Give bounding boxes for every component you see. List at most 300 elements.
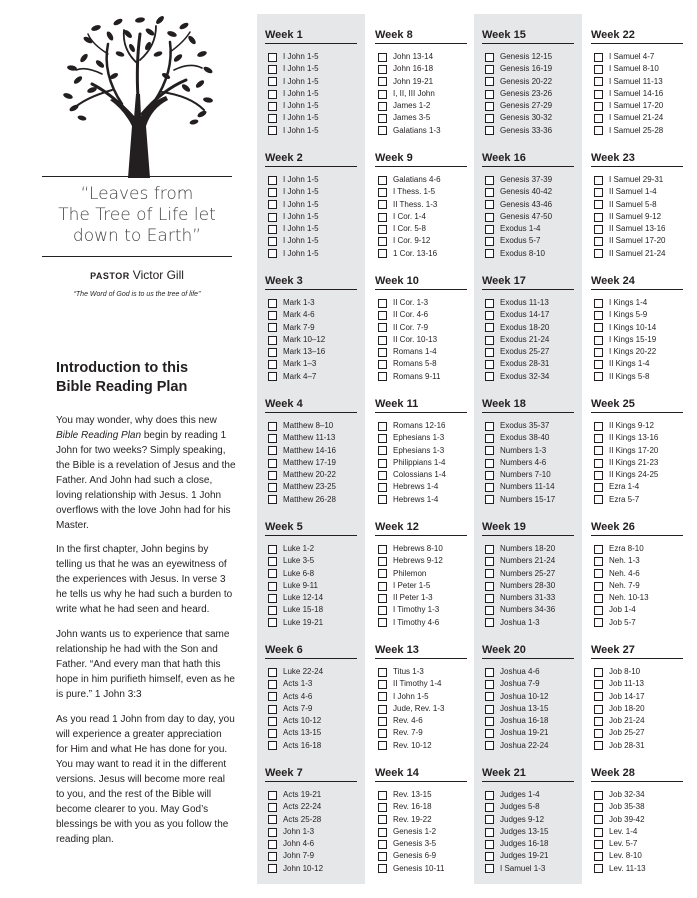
reading-label: Rev. 13-15	[393, 790, 432, 799]
reading-label: Hebrews 1-4	[393, 494, 439, 504]
reading-label: II Kings 24-25	[609, 470, 659, 480]
reading-checkbox[interactable]	[378, 372, 387, 381]
reading-checkbox[interactable]	[268, 852, 277, 861]
reading-checkbox[interactable]	[378, 840, 387, 849]
reading-item	[591, 481, 683, 493]
reading-item	[265, 322, 357, 334]
reading-checkbox[interactable]	[485, 557, 494, 566]
reading-checkbox[interactable]	[378, 53, 387, 62]
reading-label: Job 35-38	[609, 802, 645, 812]
reading-checkbox[interactable]	[485, 422, 494, 431]
reading-label: Acts 16-18	[283, 740, 322, 750]
reading-checkbox[interactable]	[268, 249, 277, 258]
reading-checkbox[interactable]	[378, 545, 387, 554]
reading-item	[482, 297, 574, 309]
reading-checkbox[interactable]	[268, 225, 277, 234]
reading-item	[265, 371, 357, 383]
reading-checkbox[interactable]	[378, 213, 387, 222]
reading-label: I, II, III John	[393, 88, 435, 98]
reading-checkbox[interactable]	[268, 594, 277, 603]
reading-checkbox[interactable]	[378, 557, 387, 566]
reading-label: Rev. 16-18	[393, 802, 432, 812]
reading-checkbox[interactable]	[378, 360, 387, 369]
reading-checkbox[interactable]	[378, 852, 387, 861]
reading-label: I John 1-5	[283, 125, 319, 135]
reading-label: Hebrews 8-10	[393, 544, 443, 553]
reading-checkbox[interactable]	[485, 311, 494, 320]
reading-checkbox[interactable]	[378, 680, 387, 689]
reading-checkbox[interactable]	[485, 102, 494, 111]
reading-checkbox[interactable]	[268, 471, 277, 480]
reading-checkbox[interactable]	[268, 717, 277, 726]
reading-checkbox[interactable]	[594, 618, 603, 627]
reading-item	[265, 334, 357, 346]
reading-item	[482, 334, 574, 346]
reading-checkbox[interactable]	[268, 483, 277, 492]
reading-checkbox[interactable]	[594, 828, 603, 837]
reading-checkbox[interactable]	[268, 336, 277, 345]
reading-label: Job 11-13	[609, 679, 644, 689]
reading-item	[375, 334, 467, 346]
reading-checkbox[interactable]	[485, 729, 494, 738]
reading-checkbox[interactable]	[594, 594, 603, 603]
reading-label: II Samuel 21-24	[609, 248, 666, 258]
reading-checkbox[interactable]	[485, 176, 494, 185]
reading-checkbox[interactable]	[485, 200, 494, 209]
reading-checkbox[interactable]	[268, 741, 277, 750]
reading-checkbox[interactable]	[485, 864, 494, 873]
reading-item	[591, 740, 683, 752]
reading-checkbox[interactable]	[268, 680, 277, 689]
reading-checkbox[interactable]	[594, 705, 603, 714]
reading-checkbox[interactable]	[485, 618, 494, 627]
reading-checkbox[interactable]	[485, 77, 494, 86]
reading-label: Judges 9-12	[500, 814, 545, 824]
reading-label: Judges 19-21	[500, 851, 549, 861]
reading-item	[375, 727, 467, 739]
reading-item	[591, 334, 683, 346]
reading-checkbox[interactable]	[485, 434, 494, 443]
reading-checkbox[interactable]	[378, 65, 387, 74]
reading-item	[265, 481, 357, 493]
tree-of-life-logo	[62, 14, 214, 178]
reading-checkbox[interactable]	[485, 741, 494, 750]
reading-label: Joshua 16-18	[500, 716, 549, 726]
reading-label: Numbers 25-27	[500, 568, 556, 578]
week-reading-list	[591, 51, 683, 137]
reading-label: Titus 1-3	[393, 667, 424, 676]
reading-checkbox[interactable]	[485, 323, 494, 332]
reading-item	[482, 740, 574, 752]
reading-checkbox[interactable]	[485, 717, 494, 726]
reading-item	[265, 789, 357, 801]
reading-item	[591, 678, 683, 690]
reading-checkbox[interactable]	[594, 729, 603, 738]
reading-checkbox[interactable]	[268, 299, 277, 308]
reading-checkbox[interactable]	[485, 126, 494, 135]
reading-checkbox[interactable]	[268, 692, 277, 701]
reading-label: I Thess. 1-5	[393, 187, 436, 197]
reading-label: Hebrews 1-4	[393, 482, 439, 492]
reading-checkbox[interactable]	[485, 692, 494, 701]
reading-checkbox[interactable]	[594, 840, 603, 849]
reading-checkbox[interactable]	[378, 741, 387, 750]
reading-checkbox[interactable]	[268, 729, 277, 738]
reading-checkbox[interactable]	[268, 65, 277, 74]
reading-checkbox[interactable]	[594, 852, 603, 861]
reading-checkbox[interactable]	[268, 422, 277, 431]
reading-label: Acts 4-6	[283, 691, 313, 701]
reading-checkbox[interactable]	[485, 188, 494, 197]
reading-checkbox[interactable]	[378, 299, 387, 308]
reading-checkbox[interactable]	[378, 311, 387, 320]
reading-checkbox[interactable]	[594, 299, 603, 308]
week-reading-list	[482, 789, 574, 875]
reading-item	[482, 814, 574, 826]
reading-item	[591, 850, 683, 862]
reading-checkbox[interactable]	[485, 299, 494, 308]
reading-checkbox[interactable]	[378, 582, 387, 591]
reading-checkbox[interactable]	[378, 446, 387, 455]
reading-item	[375, 63, 467, 75]
reading-checkbox[interactable]	[594, 200, 603, 209]
reading-checkbox[interactable]	[485, 594, 494, 603]
reading-checkbox[interactable]	[594, 434, 603, 443]
reading-checkbox[interactable]	[378, 176, 387, 185]
reading-checkbox[interactable]	[268, 803, 277, 812]
reading-checkbox[interactable]	[594, 680, 603, 689]
reading-item	[482, 186, 574, 198]
intro-paragraph-3: John wants us to experience that same relationship he had with the Son and Father. “And every man that hath this hope in him purifieth himself, even as he is pure.” 1 John 3:3	[56, 629, 235, 700]
reading-checkbox[interactable]	[378, 864, 387, 873]
reading-checkbox[interactable]	[378, 459, 387, 468]
reading-checkbox[interactable]	[594, 249, 603, 258]
reading-label: Numbers 4-6	[500, 457, 547, 467]
reading-checkbox[interactable]	[594, 176, 603, 185]
reading-checkbox[interactable]	[594, 237, 603, 246]
reading-label: Luke 1-2	[283, 544, 315, 553]
reading-checkbox[interactable]	[485, 213, 494, 222]
week-reading-list	[265, 789, 357, 875]
reading-checkbox[interactable]	[268, 323, 277, 332]
reading-checkbox[interactable]	[378, 126, 387, 135]
reading-checkbox[interactable]	[268, 126, 277, 135]
reading-checkbox[interactable]	[268, 495, 277, 504]
reading-label: Romans 12-16	[393, 421, 446, 430]
reading-checkbox[interactable]	[378, 668, 387, 677]
reading-checkbox[interactable]	[378, 225, 387, 234]
reading-checkbox[interactable]	[485, 668, 494, 677]
reading-checkbox[interactable]	[485, 446, 494, 455]
reading-item	[375, 838, 467, 850]
reading-checkbox[interactable]	[594, 336, 603, 345]
reading-label: Romans 1-4	[393, 347, 437, 357]
reading-checkbox[interactable]	[378, 717, 387, 726]
reading-checkbox[interactable]	[268, 791, 277, 800]
reading-checkbox[interactable]	[268, 372, 277, 381]
reading-checkbox[interactable]	[268, 188, 277, 197]
reading-label: I John 1-5	[393, 691, 429, 701]
reading-checkbox[interactable]	[594, 225, 603, 234]
reading-checkbox[interactable]	[594, 102, 603, 111]
reading-checkbox[interactable]	[485, 225, 494, 234]
reading-checkbox[interactable]	[485, 459, 494, 468]
reading-checkbox[interactable]	[378, 434, 387, 443]
reading-item	[591, 235, 683, 247]
reading-checkbox[interactable]	[594, 864, 603, 873]
reading-checkbox[interactable]	[485, 840, 494, 849]
reading-label: Numbers 21-24	[500, 556, 556, 566]
reading-item	[591, 309, 683, 321]
reading-checkbox[interactable]	[378, 422, 387, 431]
reading-checkbox[interactable]	[485, 372, 494, 381]
reading-checkbox[interactable]	[378, 705, 387, 714]
reading-checkbox[interactable]	[268, 360, 277, 369]
reading-checkbox[interactable]	[594, 114, 603, 123]
reading-item	[591, 432, 683, 444]
reading-checkbox[interactable]	[594, 65, 603, 74]
reading-item	[482, 666, 574, 678]
reading-checkbox[interactable]	[594, 791, 603, 800]
reading-checkbox[interactable]	[594, 582, 603, 591]
reading-label: Luke 22-24	[283, 667, 324, 676]
reading-checkbox[interactable]	[268, 213, 277, 222]
reading-checkbox[interactable]	[378, 114, 387, 123]
reading-label: Luke 15-18	[283, 605, 324, 615]
reading-checkbox[interactable]	[268, 434, 277, 443]
reading-label: Genesis 43-46	[500, 199, 553, 209]
reading-checkbox[interactable]	[485, 348, 494, 357]
reading-label: I Peter 1-5	[393, 580, 431, 590]
reading-checkbox[interactable]	[378, 200, 387, 209]
reading-checkbox[interactable]	[485, 249, 494, 258]
reading-checkbox[interactable]	[378, 495, 387, 504]
reading-checkbox[interactable]	[594, 668, 603, 677]
reading-checkbox[interactable]	[594, 188, 603, 197]
reading-checkbox[interactable]	[594, 545, 603, 554]
reading-label: Job 1-4	[609, 605, 636, 615]
reading-checkbox[interactable]	[268, 557, 277, 566]
reading-item	[482, 371, 574, 383]
reading-checkbox[interactable]	[268, 582, 277, 591]
reading-checkbox[interactable]	[594, 717, 603, 726]
reading-label: Lev. 5-7	[609, 839, 638, 849]
reading-item	[265, 346, 357, 358]
reading-checkbox[interactable]	[378, 348, 387, 357]
reading-checkbox[interactable]	[268, 618, 277, 627]
reading-checkbox[interactable]	[485, 803, 494, 812]
reading-label: Exodus 35-37	[500, 421, 550, 430]
reading-checkbox[interactable]	[594, 53, 603, 62]
week-reading-list	[375, 174, 467, 260]
week-reading-list	[591, 789, 683, 875]
reading-label: Luke 19-21	[283, 617, 324, 627]
reading-checkbox[interactable]	[268, 237, 277, 246]
reading-item	[482, 727, 574, 739]
reading-item	[591, 604, 683, 616]
reading-checkbox[interactable]	[485, 336, 494, 345]
reading-checkbox[interactable]	[268, 200, 277, 209]
reading-checkbox[interactable]	[594, 741, 603, 750]
reading-checkbox[interactable]	[378, 692, 387, 701]
reading-checkbox[interactable]	[594, 422, 603, 431]
reading-checkbox[interactable]	[485, 360, 494, 369]
reading-checkbox[interactable]	[268, 311, 277, 320]
week-title: Week 22	[591, 27, 683, 44]
reading-label: II Samuel 13-16	[609, 224, 666, 234]
week-reading-list	[375, 51, 467, 137]
reading-checkbox[interactable]	[268, 90, 277, 99]
reading-item	[265, 223, 357, 235]
reading-label: II Samuel 17-20	[609, 236, 666, 246]
reading-label: Genesis 16-19	[500, 64, 553, 74]
reading-checkbox[interactable]	[485, 705, 494, 714]
reading-checkbox[interactable]	[594, 446, 603, 455]
reading-checkbox[interactable]	[268, 446, 277, 455]
reading-checkbox[interactable]	[594, 692, 603, 701]
reading-item	[591, 469, 683, 481]
reading-checkbox[interactable]	[594, 483, 603, 492]
reading-label: I John 1-5	[283, 224, 319, 234]
reading-checkbox[interactable]	[485, 569, 494, 578]
reading-item	[265, 555, 357, 567]
reading-checkbox[interactable]	[268, 606, 277, 615]
reading-checkbox[interactable]	[378, 188, 387, 197]
reading-label: Judges 1-4	[500, 790, 540, 799]
reading-label: Genesis 40-42	[500, 187, 553, 197]
reading-checkbox[interactable]	[378, 606, 387, 615]
reading-checkbox[interactable]	[485, 582, 494, 591]
reading-checkbox[interactable]	[378, 815, 387, 824]
reading-checkbox[interactable]	[268, 705, 277, 714]
reading-checkbox[interactable]	[485, 471, 494, 480]
reading-checkbox[interactable]	[485, 483, 494, 492]
reading-checkbox[interactable]	[594, 360, 603, 369]
reading-item	[591, 826, 683, 838]
reading-label: Neh. 4-6	[609, 568, 640, 578]
reading-checkbox[interactable]	[378, 336, 387, 345]
reading-checkbox[interactable]	[594, 126, 603, 135]
week-title: Week 7	[265, 765, 357, 782]
reading-checkbox[interactable]	[378, 249, 387, 258]
reading-item	[265, 740, 357, 752]
reading-checkbox[interactable]	[594, 557, 603, 566]
reading-checkbox[interactable]	[378, 618, 387, 627]
reading-checkbox[interactable]	[268, 569, 277, 578]
reading-item	[591, 617, 683, 629]
reading-checkbox[interactable]	[268, 828, 277, 837]
reading-checkbox[interactable]	[378, 102, 387, 111]
reading-checkbox[interactable]	[485, 90, 494, 99]
reading-checkbox[interactable]	[268, 459, 277, 468]
week-block	[591, 27, 683, 137]
reading-item	[375, 358, 467, 370]
reading-checkbox[interactable]	[485, 680, 494, 689]
reading-checkbox[interactable]	[378, 828, 387, 837]
week-block	[265, 150, 357, 260]
reading-checkbox[interactable]	[268, 77, 277, 86]
reading-label: Numbers 28-30	[500, 580, 556, 590]
reading-checkbox[interactable]	[268, 864, 277, 873]
reading-label: I Cor. 5-8	[393, 224, 426, 234]
reading-item	[482, 248, 574, 260]
reading-label: Job 39-42	[609, 814, 645, 824]
reading-checkbox[interactable]	[378, 569, 387, 578]
reading-checkbox[interactable]	[378, 90, 387, 99]
reading-checkbox[interactable]	[268, 840, 277, 849]
reading-item	[482, 850, 574, 862]
reading-checkbox[interactable]	[485, 65, 494, 74]
reading-checkbox[interactable]	[378, 803, 387, 812]
reading-checkbox[interactable]	[378, 471, 387, 480]
reading-checkbox[interactable]	[268, 668, 277, 677]
reading-checkbox[interactable]	[594, 372, 603, 381]
reading-checkbox[interactable]	[378, 483, 387, 492]
reading-item	[482, 223, 574, 235]
reading-checkbox[interactable]	[485, 606, 494, 615]
reading-item	[482, 174, 574, 186]
pastor-label: PASTOR	[90, 271, 130, 281]
reading-checkbox[interactable]	[485, 495, 494, 504]
reading-label: Luke 12-14	[283, 593, 324, 603]
reading-checkbox[interactable]	[485, 815, 494, 824]
reading-checkbox[interactable]	[268, 815, 277, 824]
reading-checkbox[interactable]	[268, 348, 277, 357]
reading-checkbox[interactable]	[594, 815, 603, 824]
reading-checkbox[interactable]	[485, 828, 494, 837]
reading-checkbox[interactable]	[594, 495, 603, 504]
reading-item	[591, 186, 683, 198]
reading-checkbox[interactable]	[594, 348, 603, 357]
reading-checkbox[interactable]	[594, 606, 603, 615]
reading-checkbox[interactable]	[485, 53, 494, 62]
week-block	[482, 519, 574, 629]
week-reading-list	[265, 174, 357, 260]
week-title: Week 23	[591, 150, 683, 167]
reading-checkbox[interactable]	[485, 545, 494, 554]
reading-label: Exodus 5-7	[500, 236, 541, 246]
reading-checkbox[interactable]	[378, 77, 387, 86]
reading-checkbox[interactable]	[268, 53, 277, 62]
reading-checkbox[interactable]	[594, 803, 603, 812]
reading-checkbox[interactable]	[268, 545, 277, 554]
reading-checkbox[interactable]	[485, 114, 494, 123]
reading-checkbox[interactable]	[594, 323, 603, 332]
reading-item	[375, 691, 467, 703]
reading-checkbox[interactable]	[378, 237, 387, 246]
reading-checkbox[interactable]	[268, 176, 277, 185]
reading-checkbox[interactable]	[485, 237, 494, 246]
reading-checkbox[interactable]	[485, 791, 494, 800]
reading-checkbox[interactable]	[378, 594, 387, 603]
reading-item	[591, 727, 683, 739]
reading-checkbox[interactable]	[378, 323, 387, 332]
reading-checkbox[interactable]	[485, 852, 494, 861]
reading-checkbox[interactable]	[378, 729, 387, 738]
reading-checkbox[interactable]	[268, 102, 277, 111]
reading-checkbox[interactable]	[594, 213, 603, 222]
reading-checkbox[interactable]	[594, 471, 603, 480]
reading-checkbox[interactable]	[594, 569, 603, 578]
reading-checkbox[interactable]	[378, 791, 387, 800]
reading-checkbox[interactable]	[594, 311, 603, 320]
reading-label: Numbers 15-17	[500, 494, 556, 504]
reading-checkbox[interactable]	[594, 90, 603, 99]
reading-checkbox[interactable]	[268, 114, 277, 123]
week-title: Week 16	[482, 150, 574, 167]
reading-checkbox[interactable]	[594, 77, 603, 86]
reading-checkbox[interactable]	[594, 459, 603, 468]
